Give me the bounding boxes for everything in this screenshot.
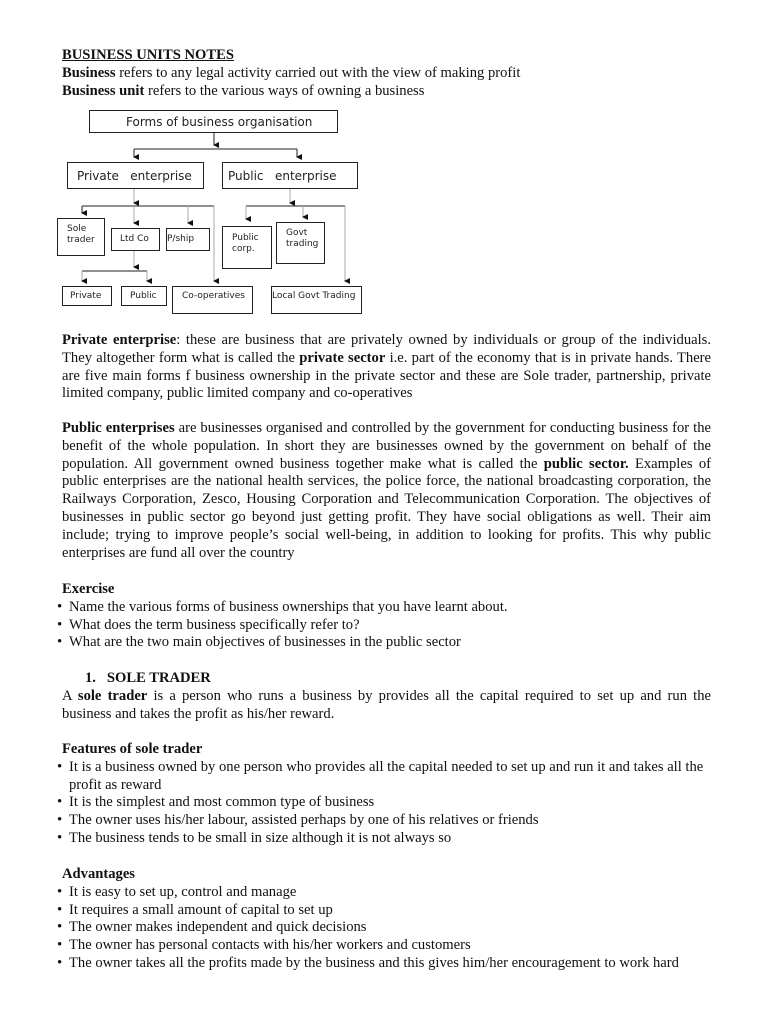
box-sole-trader: Sole trader: [57, 218, 105, 256]
advantages-heading: Advantages: [62, 866, 135, 882]
text: are businesses organised and controlled by the government for conducting business for the benefit of the whole population. In short they are businesses owned by the government on behalf of the population. All government owned business together make what is called the: [62, 420, 711, 472]
box-govt-trading: Govt trading: [276, 222, 325, 264]
list-item: • It requires a small amount of capital to set up: [62, 902, 742, 920]
term: public sector.: [543, 455, 629, 472]
term: sole trader: [77, 687, 148, 704]
list-item: • The business tends to be small in size although it is not always so: [62, 830, 711, 848]
list-item: • What does the term business specifically refer to?: [62, 617, 711, 635]
features-section: [62, 741, 711, 848]
box-public-ltd: Public: [121, 286, 167, 306]
private-enterprise-paragraph: [62, 332, 711, 403]
box-forms-of-business: Forms of business organisation: [89, 110, 338, 133]
list-item: • The owner uses his/her labour, assisted perhaps by one of his relatives or friends: [62, 812, 711, 830]
text: : these are business that are privately owned by individuals or group of the individuals. They altogether form what is called the: [62, 332, 711, 366]
list-item: • It is the simplest and most common type of business: [62, 794, 711, 812]
term: Business unit: [62, 82, 145, 99]
text: Examples of public enterprises are the national health services, the police force, the national broadcasting corporation, the Railways Corporation, Zesco, Housing Corporation and Telecommunication Corporation. The objectives of businesses in public sector go beyond just getting profit. They have social obligations as well. Their aim include; trying to improve people’s social well-being, in addition to looking for profits. This why public enterprises are fund all over the country: [62, 455, 711, 561]
definition-text: refers to any legal activity carried out with the view of making profit: [115, 64, 521, 81]
exercise-heading: Exercise: [62, 581, 115, 597]
features-heading: Features of sole trader: [62, 741, 203, 757]
term: Public enterprises: [62, 420, 175, 436]
list-item: • The owner takes all the profits made by the business and this gives him/her encouragement to work hard: [62, 955, 742, 973]
box-ltd-co: Ltd Co: [111, 228, 160, 251]
exercise-section: [62, 581, 711, 652]
text: A: [62, 687, 78, 704]
section-heading: 1. SOLE TRADER: [85, 670, 211, 686]
box-public-enterprise: Public enterprise: [222, 162, 358, 189]
list-item: • The owner makes independent and quick decisions: [62, 919, 742, 937]
box-partnership: P/ship: [166, 228, 210, 251]
list-item: • What are the two main objectives of businesses in the public sector: [62, 634, 711, 652]
term: Private enterprise: [62, 332, 177, 348]
list-item: • The owner has personal contacts with his/her workers and customers: [62, 937, 742, 955]
box-co-operatives: Co-operatives: [172, 286, 253, 314]
definition-text: refers to the various ways of owning a business: [144, 82, 425, 99]
public-enterprise-paragraph: [62, 420, 711, 562]
box-private-enterprise: Private enterprise: [67, 162, 204, 189]
text: i.e. part of the economy that is in private hands. There are five main forms f business ownership in the private sector and these are Sole trader, partnership, private limited company, public limited company and co-operatives: [62, 349, 712, 402]
box-private-ltd: Private: [62, 286, 112, 306]
sole-trader-section: [62, 670, 711, 723]
advantages-section: [62, 866, 742, 973]
organisation-diagram: [0, 0, 400, 330]
list-item: • It is a business owned by one person who provides all the capital needed to set up and run it and takes all the profit as reward: [62, 759, 711, 795]
box-local-govt-trading: Local Govt Trading: [271, 286, 362, 314]
list-item: • It is easy to set up, control and manage: [62, 884, 742, 902]
box-public-corp: Public corp.: [222, 226, 272, 269]
term: private sector: [299, 349, 386, 366]
term: Business: [62, 64, 116, 81]
page-title: BUSINESS UNITS NOTES: [62, 47, 234, 63]
list-item: • Name the various forms of business ownerships that you have learnt about.: [62, 599, 711, 617]
text: is a person who runs a business by provides all the capital required to set up and run the business and takes the profit as his/her reward.: [62, 687, 711, 722]
